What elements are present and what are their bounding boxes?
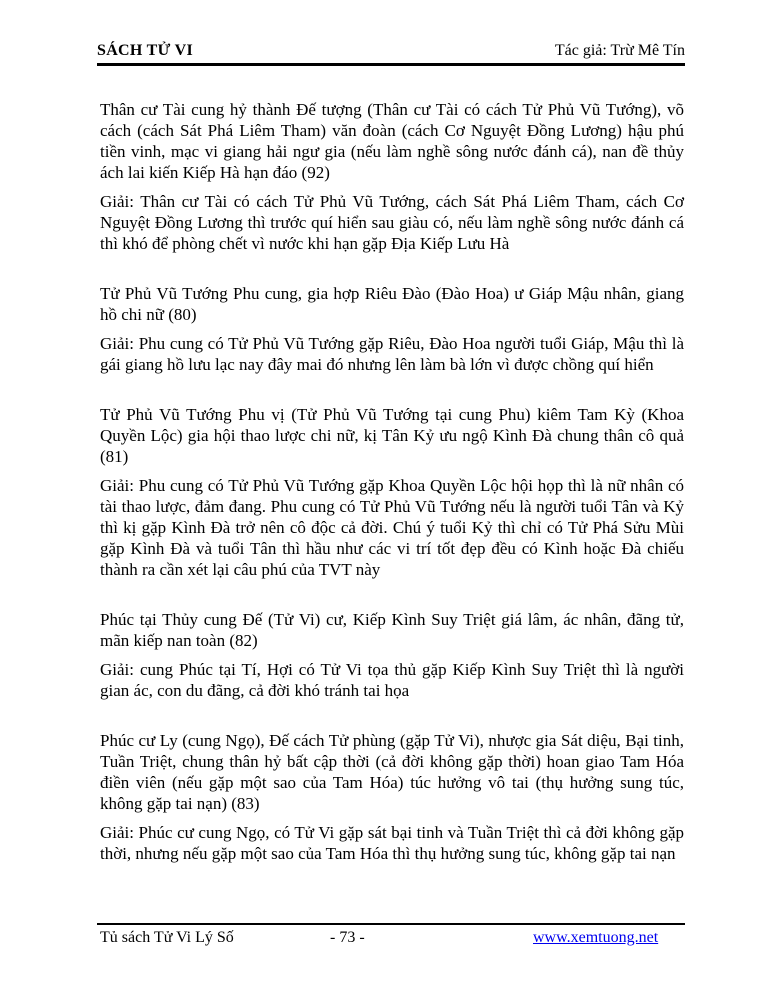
verse-section	[100, 609, 684, 701]
explanation-paragraph: Giải: cung Phúc tại Tí, Hợi có Tử Vi tọa thủ gặp Kiếp Kình Suy Triệt thì là người gian ác, con du đãng, cả đời khó tránh tai họa	[100, 660, 684, 700]
verse-paragraph: Phúc tại Thủy cung Đế (Tử Vi) cư, Kiếp Kình Suy Triệt giá lâm, ác nhân, đãng tử, mãn kiếp nan toàn (82)	[100, 610, 684, 650]
verse-paragraph: Tử Phủ Vũ Tướng Phu vị (Tử Phủ Vũ Tướng tại cung Phu) kiêm Tam Kỳ (Khoa Quyền Lộc) gia hội thao lược chi nữ, kị Tân Kỷ ưu ngộ Kình Đà chung thân cô quả (81)	[100, 405, 684, 466]
verse-paragraph: Tử Phủ Vũ Tướng Phu cung, gia hợp Riêu Đào (Đào Hoa) ư Giáp Mậu nhân, giang hồ chi nữ (80)	[100, 284, 684, 324]
page-header	[97, 42, 685, 66]
author-label: Tác giả: Trừ Mê Tín	[554, 42, 685, 59]
footer-row	[97, 929, 685, 951]
explanation-paragraph: Giải: Thân cư Tài có cách Tử Phủ Vũ Tướng, cách Sát Phá Liêm Tham, cách Cơ Nguyệt Đồng Lương thì trước quí hiển sau giàu có, nếu làm nghề sông nước đánh cá thì khó để phòng chết vì nước khi hạn gặp Địa Kiếp Lưu Hà	[100, 192, 684, 253]
verse-paragraph: Phúc cư Ly (cung Ngọ), Đế cách Tử phùng (gặp Tử Vi), nhược gia Sát diệu, Bại tinh, Tuần Triệt, chung thân hỷ bất cập thời (cả đời không gặp thời) hoan giao Tam Hóa điền viên (nếu gặp một sao của Tam Hóa) túc hưởng vô tai (thụ hưởng sung túc, không gặp tai nạn) (83)	[100, 731, 684, 813]
verse-section	[100, 283, 684, 375]
verse-section	[100, 99, 684, 254]
page-number: - 73 -	[330, 929, 365, 946]
page-body	[100, 99, 684, 864]
explanation-paragraph: Giải: Phúc cư cung Ngọ, có Tử Vi gặp sát bại tinh và Tuần Triệt thì cả đời không gặp thời, nhưng nếu gặp một sao của Tam Hóa thì thụ hưởng sung túc, không gặp tai nạn	[100, 823, 684, 863]
verse-section	[100, 730, 684, 864]
explanation-paragraph: Giải: Phu cung có Tử Phủ Vũ Tướng gặp Riêu, Đào Hoa người tuổi Giáp, Mậu thì là gái giang hồ lưu lạc nay đây mai đó nhưng lên làm bà lớn vì được chồng quí hiển	[100, 334, 684, 374]
book-title: SÁCH TỬ VI	[97, 42, 194, 59]
website-link[interactable]: www.xemtuong.net	[533, 929, 659, 946]
page-footer	[97, 923, 685, 951]
explanation-paragraph: Giải: Phu cung có Tử Phủ Vũ Tướng gặp Khoa Quyền Lộc hội họp thì là nữ nhân có tài thao lược, đảm đang. Phu cung có Tử Phủ Vũ Tướng nếu là người tuổi Tân và Kỷ thì kị gặp Kình Đà trở nên cô độc cả đời. Chú ý tuổi Kỷ thì chỉ có Tử Phá Sửu Mùi gặp Kình Đà và tuổi Tân thì hầu như các vi trí tốt đẹp đều có Kình hoặc Đà chiếu thành ra cần xét lại câu phú của TVT này	[100, 476, 684, 579]
verse-paragraph: Thân cư Tài cung hỷ thành Đế tượng (Thân cư Tài có cách Tử Phủ Vũ Tướng), võ cách (cách Sát Phá Liêm Tham) văn đoàn (cách Cơ Nguyệt Đồng Lương) hậu phú tiền vinh, mạc vi giang hải ngư gia (nếu làm nghề sông nước đánh cá), nan đề thủy ách lai kiến Kiếp Hà hạn đáo (92)	[100, 100, 684, 182]
footer-series-title: Tủ sách Tử Vi Lý Số	[100, 929, 234, 946]
verse-section	[100, 404, 684, 580]
